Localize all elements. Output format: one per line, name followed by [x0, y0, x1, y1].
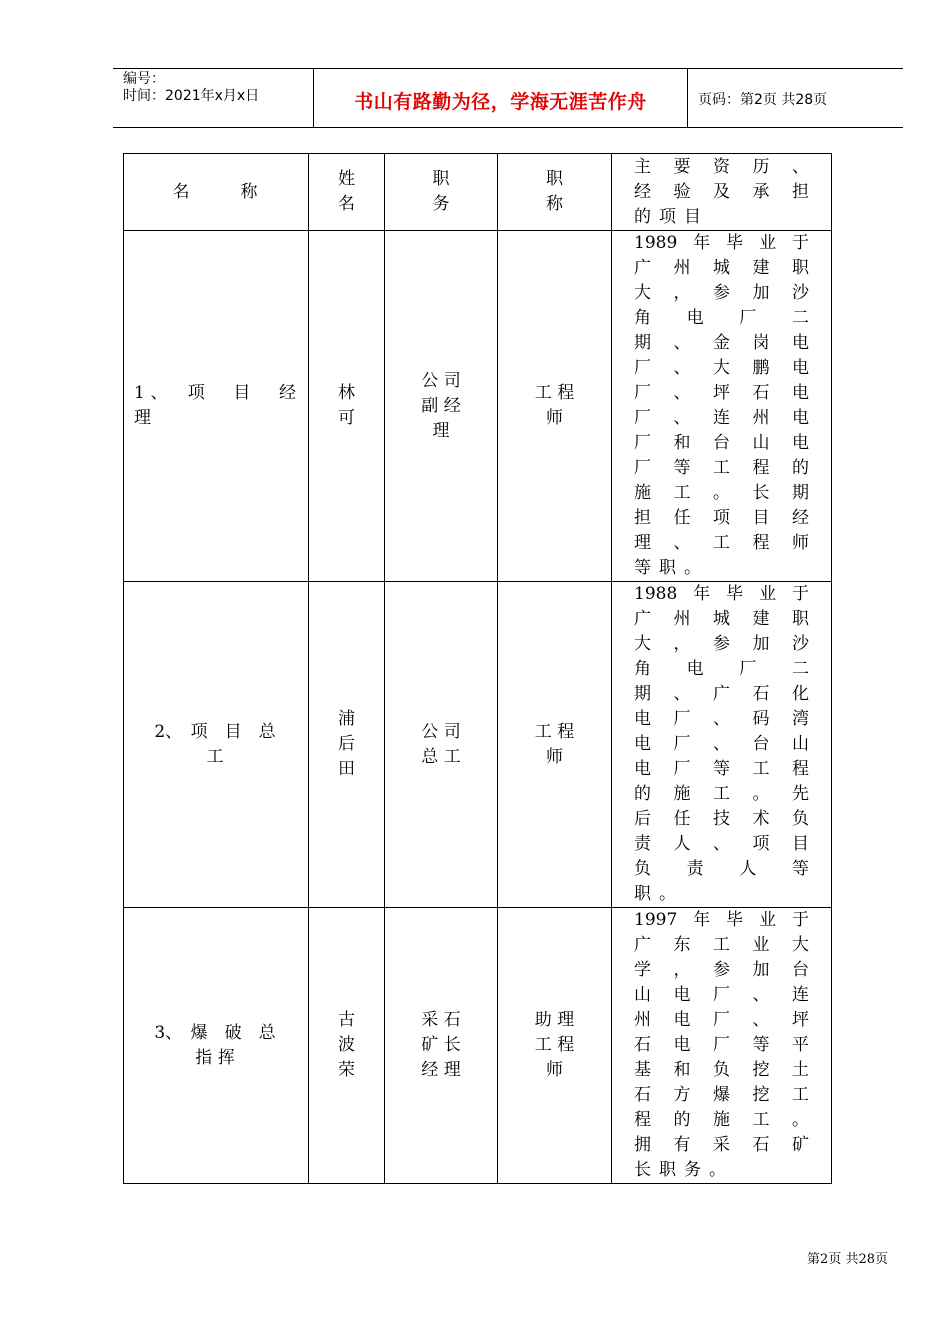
cell-line: 经 理 [421, 1060, 461, 1080]
number-label: 编号： [123, 71, 165, 87]
cell-line: 理 [432, 420, 450, 441]
cell-line: 的施工。先 [634, 784, 809, 804]
cell-line: 厂、大鹏电 [634, 358, 809, 378]
cell-line: 称 [546, 194, 563, 214]
cell-line: 1989年毕业于 [634, 233, 809, 253]
cell-line: 姓 [338, 169, 355, 189]
row-name [124, 231, 309, 582]
cell-line: 师 [546, 746, 563, 767]
cell-line: 工 程 [534, 721, 575, 742]
cell-line: 务 [432, 194, 450, 214]
header-person [309, 154, 385, 231]
cell-line: 厂等工程的 [634, 458, 809, 478]
cell-line: 施工。长期 [634, 483, 809, 503]
cell-line: 指 挥 [195, 1047, 235, 1068]
cell-line: 3、 爆 破 总 [154, 1022, 276, 1043]
cell-line: 石电厂等平 [634, 1035, 809, 1055]
cell-line: 期、金岗电 [634, 333, 809, 353]
row-experience [612, 908, 832, 1184]
cell-line: 电厂等工程 [634, 759, 809, 779]
cell-line: 后 [338, 734, 355, 754]
cell-line: 公 司 [421, 370, 461, 391]
cell-line: 工 [206, 746, 224, 767]
cell-line: 厂、连州电 [634, 408, 809, 428]
cell-line: 师 [546, 1060, 563, 1080]
cell-line: 电厂、码湾 [634, 709, 809, 729]
cell-line: 总 工 [421, 746, 461, 767]
cell-line: 学，参加台 [634, 960, 809, 980]
row-name [124, 582, 309, 908]
header-page-label: 页码：第2页 共28页 [698, 92, 828, 108]
cell-line: 大，参加沙 [634, 283, 809, 303]
header-post [385, 154, 498, 231]
cell-line: 等职。 [634, 558, 709, 578]
staff-table [123, 153, 832, 1184]
row-post [385, 582, 498, 908]
row-title [498, 231, 612, 582]
cell-line: 师 [546, 408, 563, 428]
cell-line: 厂和台山电 [634, 433, 809, 453]
cell-line: 古 [338, 1010, 355, 1030]
cell-line: 期、广石化 [634, 684, 809, 704]
row-person [309, 582, 385, 908]
header-motto: 书山有路勤为径，学海无涯苦作舟 [314, 69, 688, 127]
page-header [113, 68, 903, 128]
cell-line: 助 理 [534, 1010, 575, 1030]
cell-line: 1988年毕业于 [634, 584, 809, 604]
row-post [385, 231, 498, 582]
cell-line: 荣 [338, 1060, 355, 1080]
header-name: 名 称 [124, 154, 309, 231]
cell-line: 程的施工。 [634, 1110, 809, 1130]
cell-line: 大，参加沙 [634, 634, 809, 654]
cell-line: 职 [546, 169, 563, 189]
cell-line: 拥有采石矿 [634, 1135, 809, 1155]
cell-line: 名 [338, 194, 355, 214]
cell-line: 广东工业大 [634, 935, 809, 955]
cell-line: 担任项目经 [634, 508, 809, 528]
cell-line: 职 [432, 169, 450, 189]
cell-line: 理、工程师 [634, 533, 809, 553]
cell-line: 2、 项 目 总 [154, 721, 276, 742]
cell-line: 电厂、台山 [634, 734, 809, 754]
cell-line: 公 司 [421, 721, 461, 742]
cell-line: 后任技术负 [634, 809, 809, 829]
cell-line: 负 责 人 等 [634, 859, 809, 879]
cell-line: 1、 项 目 经 [134, 383, 296, 403]
header-experience [612, 154, 832, 231]
cell-line: 采 石 [421, 1010, 461, 1030]
header-title [498, 154, 612, 231]
cell-line: 广州城建职 [634, 258, 809, 278]
cell-line: 职。 [634, 884, 684, 904]
cell-line: 角 电 厂 二 [634, 308, 809, 328]
row-title [498, 908, 612, 1184]
cell-line: 林 [338, 383, 355, 403]
table-row [124, 908, 832, 1184]
cell-line: 广州城建职 [634, 609, 809, 629]
table-row [124, 231, 832, 582]
cell-line: 石方爆挖工 [634, 1085, 809, 1105]
header-meta [113, 69, 314, 127]
row-name [124, 908, 309, 1184]
row-title [498, 582, 612, 908]
row-post [385, 908, 498, 1184]
row-experience [612, 231, 832, 582]
cell-line: 的项目 [634, 206, 709, 227]
cell-line: 波 [338, 1035, 355, 1055]
cell-line: 可 [338, 408, 355, 428]
time-label: 时间：2021年x月x日 [123, 88, 260, 104]
cell-line: 角 电 厂 二 [634, 659, 809, 679]
cell-line: 州电厂、坪 [634, 1010, 809, 1030]
cell-line: 工 程 [534, 383, 575, 403]
row-person [309, 908, 385, 1184]
cell-line: 厂、坪石电 [634, 383, 809, 403]
cell-line: 基和负挖土 [634, 1060, 809, 1080]
cell-line: 副 经 [421, 395, 461, 416]
row-experience [612, 582, 832, 908]
cell-line: 浦 [338, 709, 355, 729]
table-header-row [124, 154, 832, 231]
table-row [124, 582, 832, 908]
cell-line: 责人、项目 [634, 834, 809, 854]
cell-line: 山电厂、连 [634, 985, 809, 1005]
cell-line: 1997年毕业于 [634, 910, 809, 930]
page-footer: 第2页 共28页 [807, 1252, 888, 1267]
cell-line: 理 [134, 408, 151, 428]
cell-line: 田 [338, 759, 355, 779]
cell-line: 经验及承担 [634, 181, 809, 202]
cell-line: 长职务。 [634, 1160, 734, 1180]
cell-line: 主要资历、 [634, 156, 809, 177]
cell-line: 矿 长 [421, 1035, 461, 1055]
cell-line: 工 程 [534, 1035, 575, 1055]
row-person [309, 231, 385, 582]
